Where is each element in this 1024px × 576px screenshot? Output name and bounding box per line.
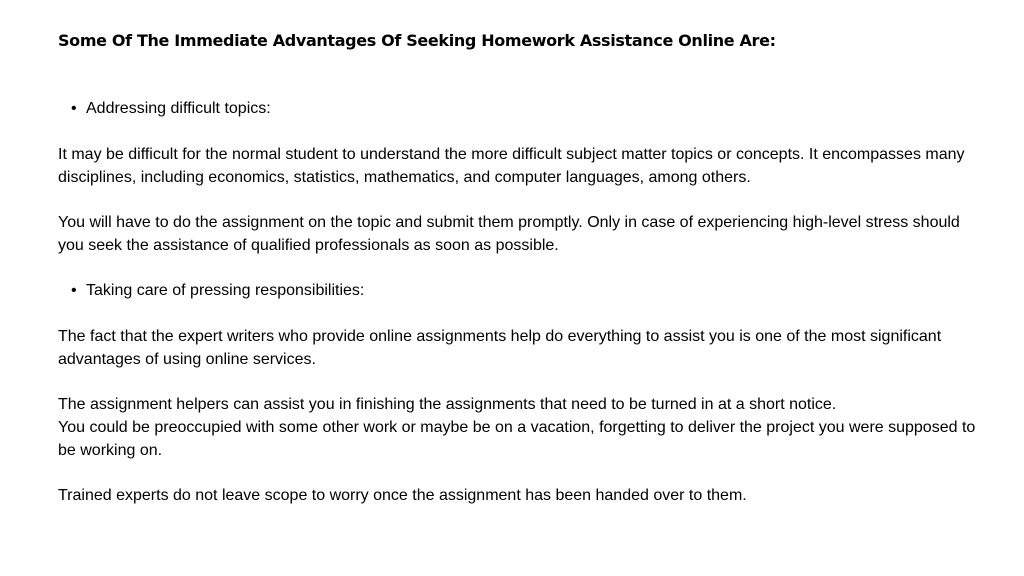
paragraph-preoccupied: You could be preoccupied with some other work or maybe be on a vacation, forgetting to deliver the project you were supposed to be working on. — [58, 418, 976, 459]
page-title: Some Of The Immediate Advantages Of Seeking Homework Assistance Online Are: — [58, 31, 776, 50]
bullet-item-pressing-responsibilities — [58, 280, 978, 303]
paragraph-expert-writers: The fact that the expert writers who provide online assignments help do everything to assist you is one of the most significant advantages of using online services. — [58, 327, 942, 368]
bullet-label: Addressing difficult topics: — [86, 100, 271, 117]
bullet-label: Taking care of pressing responsibilities: — [86, 282, 365, 300]
bullet-item-difficult-topics — [58, 98, 978, 121]
paragraph-submit-promptly: You will have to do the assignment on the topic and submit them promptly. Only in case of experiencing high-level stress should you seek the assistance of qualified professionals as soon as possible. — [58, 214, 960, 254]
paragraph-short-notice: The assignment helpers can assist you in finishing the assignments that need to be turned in at a short notice. — [58, 396, 837, 413]
slide-content — [58, 29, 978, 508]
bullet-marker: • — [71, 100, 77, 117]
bullet-marker: • — [71, 282, 77, 300]
paragraph-trained-experts: Trained experts do not leave scope to worry once the assignment has been handed over to them. — [58, 487, 747, 504]
paragraph-difficult-subjects: It may be difficult for the normal student to understand the more difficult subject matter topics or concepts. It encompasses many disciplines, including economics, statistics, mathematics, and computer languages, among others. — [58, 145, 965, 186]
